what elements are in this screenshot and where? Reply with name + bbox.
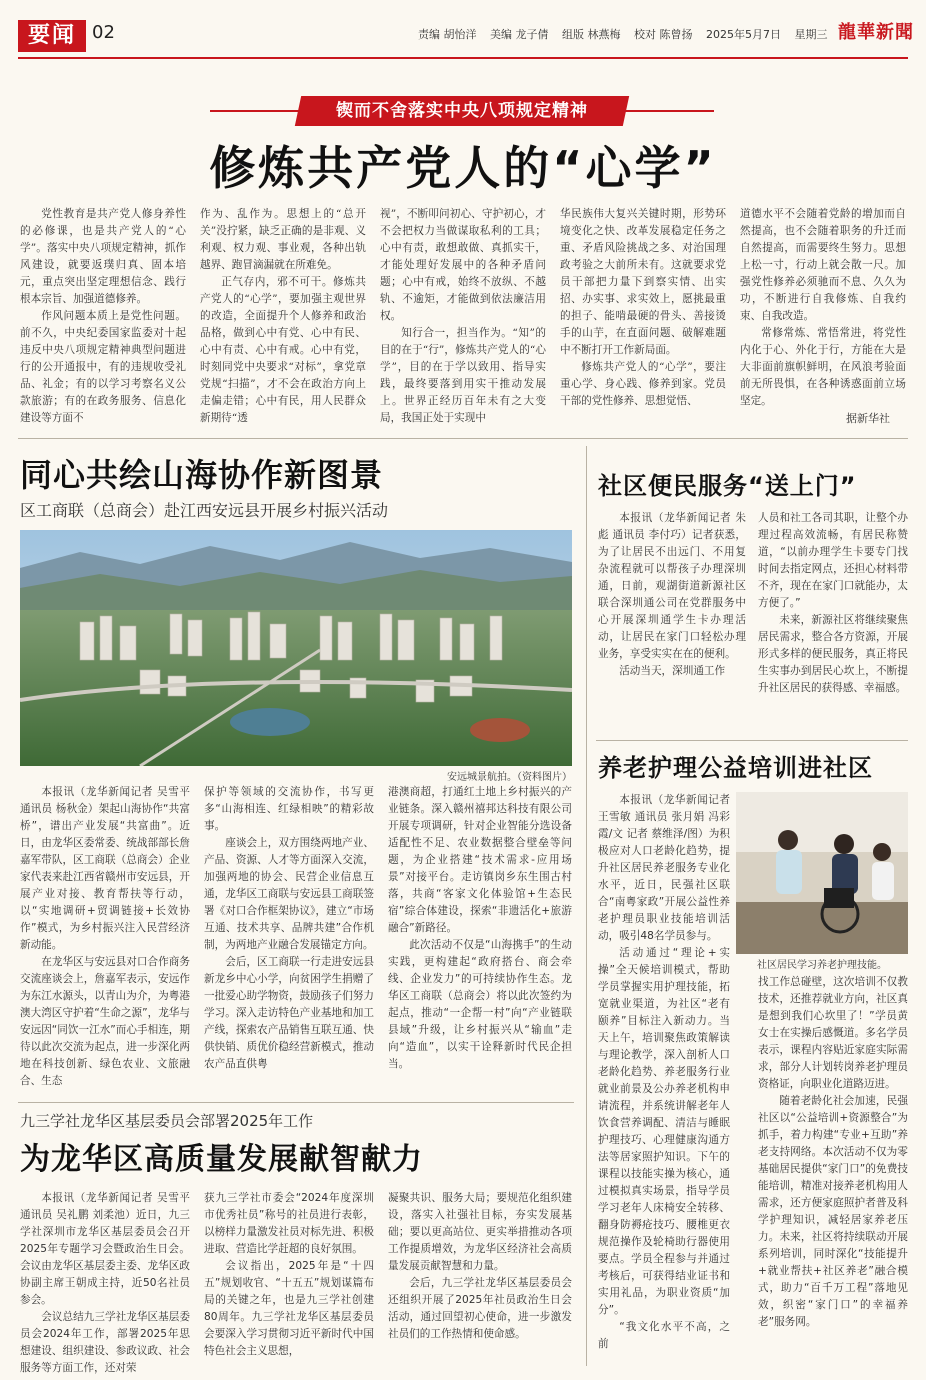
story4-headline: 养老护理公益培训进社区 (598, 754, 873, 782)
paragraph: 座谈会上，双方围绕两地产业、产品、资源、人才等方面深入交流，加强两地的协会、民营企业信息互通，龙华区工商联与安远县工商联签署《对口合作框架协议》，建立“市场互通、技术共享、品牌共建”合作机制，为两地产业融合发展锚定方向。 (204, 837, 374, 951)
story3-headline: 社区便民服务“送上门” (598, 472, 857, 500)
page-credits (418, 26, 838, 42)
story4-column-2 (758, 974, 908, 1331)
paragraph: 知行合一，担当作为。“知”的目的在于“行”，修炼共产党人的“心学”，目的在于学以致用、指导实践，最终要落到用实干推动发展上。世界正经历百年未有之大变局，我国正处于实现中 (380, 327, 546, 424)
paragraph: 会后，区工商联一行走进安远县新龙乡中心小学，向贫困学生捐赠了一批爱心助学物资，鼓励孩子们努力学习。深入走访特色产业基地和加工产线，探索农产品销售互联互通、快供快销、质优价稳经营新模式，推动农产品直供粤 (204, 956, 374, 1070)
lead-column-1 (20, 206, 186, 427)
story4-caption: 社区居民学习养老护理技能。 (757, 960, 887, 971)
lead-column-5 (740, 206, 906, 410)
paragraph: 找工作总碰壁，这次培训不仅教技术，还推荐就业方向，社区真是想到我们心坎里了！”学员黄女士在实操后感慨道。多名学员表示，课程内容贴近家庭实际需求，部分人计划转岗养老护理员资格证，向职业化道路迈进。 (758, 976, 908, 1090)
paragraph: 本报讯（龙华新闻记者 吴雪平 通讯员 吴礼鹏 刘柔池）近日，九三学社深圳市龙华区基层委员会召开2025年专题学习会暨政治生日会。会议由龙华区基层委主委、龙华区政协副主席王朝成主持，近50名社员参会。 (20, 1192, 190, 1306)
banner-line-right (624, 110, 714, 112)
credit-art: 美编 龙子倩 (490, 28, 549, 41)
lead-column-3 (380, 206, 546, 427)
story1-headline: 同心共绘山海协作新图景 (20, 456, 384, 494)
paragraph: 作风问题本质上是党性问题。前不久，中央纪委国家监委对十起违反中央八项规定精神典型问题进行的公开通报中，有的违规收受礼品、礼金；有的以学习考察名义公款旅游；有的在政务服务、信息化建设等方面不 (20, 310, 186, 424)
section-tag: 要闻 (18, 20, 86, 52)
paragraph: 常修常炼、常悟常进，将党性内化于心、外化于行，方能在大是大非面前旗帜鲜明，在风浪考验面前无所畏惧，在各种诱惑面前立场坚定。 (740, 327, 906, 407)
aerial-city-image (20, 530, 572, 766)
story1-column-3 (388, 784, 572, 1073)
story1-subheadline: 区工商联（总商会）赴江西安远县开展乡村振兴活动 (20, 501, 389, 520)
lead-headline: 修炼共产党人的“心学” (209, 141, 717, 195)
newspaper-logo: 龍華新聞 (838, 22, 914, 43)
issue-weekday: 星期三 (794, 28, 828, 41)
story2-kicker: 九三学社龙华区基层委员会部署2025年工作 (20, 1112, 314, 1130)
credit-proof: 校对 陈曾扬 (634, 28, 693, 41)
paragraph: 正气存内，邪不可干。修炼共产党人的“心学”，要加强主观世界的改造，全面提升个人修养和政治品格，做到心中有党、心中有民、心中有责、心中有戒。心中有党，时刻同党中央要求“对标”，拿党章党规“扫描”，才不会在政治方向上走偏走错；心中有民，用人民群众新期待“透 (200, 276, 366, 424)
header-rule (18, 57, 908, 59)
paragraph: “我文化水平不高，之前 (598, 1321, 730, 1350)
story1-column-1 (20, 784, 190, 1090)
paragraph: 获九三学社市委会“2024年度深圳市优秀社员”称号的社员进行表彰，以榜样力量激发社员对标先进、积极进取、营造比学赶超的良好氛围。 (204, 1192, 374, 1255)
paragraph: 道德水平不会随着党龄的增加而自然提高，也不会随着职务的升迁而自然提高，而需要终生努力。思想上松一寸，行动上就会散一尺。加强党性修养必须驰而不息、久久为功，不断进行自我修炼、自我约束、自我改造。 (740, 208, 906, 322)
credit-layout: 组版 林燕梅 (562, 28, 621, 41)
paragraph: 活动当天，深圳通工作 (619, 665, 726, 677)
story2-headline: 为龙华区高质量发展献智献力 (20, 1142, 423, 1177)
banner-line-left (210, 110, 300, 112)
section-divider (596, 740, 908, 741)
issue-date: 2025年5月7日 (706, 28, 781, 41)
paragraph: 华民族伟大复兴关键时期，形势环境变化之快、改革发展稳定任务之重、矛盾风险挑战之多、对治国理政考验之大前所未有。这就要求党员干部把力量下到察实情、出实招、办实事、求实效上，愿挑最重的担子、能啃最硬的骨头、善接烫手的山芋，在直面问题、破解难题中不断打开工作新局面。 (560, 208, 726, 356)
paragraph: 未来，新源社区将继续聚焦居民需求，整合各方资源，开展形式多样的便民服务，真正将民生实事办到居民心坎上，不断提升社区居民的获得感、幸福感。 (758, 614, 908, 694)
paragraph: 视”，不断叩问初心、守护初心，才不会把权力当做谋取私利的工具；心中有责，敢想敢做、真抓实干，才能处理好发展中的各种矛盾问题；心中有戒，始终不放纵、不越轨、不逾矩，才能做到依法廉洁用权。 (380, 208, 546, 322)
paragraph: 活动通过“理论+实操”全天候培训模式，帮助学员掌握实用护理技能，拓宽就业渠道，为社区“老有颐养”目标注入新动力。当天上午，培训聚焦政策解读与理论教学，深入剖析人口老龄化趋势、养老服务行业就业前景及公办养老机构申请流程，并系统讲解老年人饮食营养调配、清洁与睡眠护理技巧、心理健康沟通方法等居家照护知识。下午的课程以技能实操为核心，通过模拟真实场景，指导学员学习老年人床椅安全转移、翻身防褥疮技巧、腰椎更衣规范操作及轮椅助行器使用要点。学员全程参与并通过考核后，可获得结业证书和实用礼品，为职业资质“加分”。 (598, 947, 730, 1316)
section-divider (18, 1102, 574, 1103)
lead-source: 据新华社 (846, 412, 890, 425)
story1-caption: 安远城景航拍。（资料图片） (447, 772, 572, 783)
credit-editor: 责编 胡怡洋 (418, 28, 477, 41)
paragraph: 本报讯（龙华新闻记者 朱彪 通讯员 李付巧）记者获悉，为了让居民不出远门、不用复杂流程就可以帮孩子办理深圳通，日前，观湖街道新源社区联合深圳通公司在党群服务中心开展深圳通学生卡办理活动，让居民在家门口轻松办理业务，享受实实在在的便利。 (598, 512, 746, 660)
paragraph: 保护等领域的交流协作，书写更多“山海相连、红绿相映”的精彩故事。 (204, 786, 374, 832)
story3-column-1 (598, 510, 746, 680)
paragraph: 会后，九三学社龙华区基层委员会还组织开展了2025年社员政治生日会活动，通过回望初心使命，进一步激发社员们的工作热情和使命感。 (388, 1277, 572, 1340)
column-divider (586, 446, 587, 1366)
column-banner-text: 锲而不舍落实中央八项规定精神 (336, 101, 588, 121)
page-number: 02 (92, 22, 115, 43)
paragraph: 港澳商超，打通红土地上乡村振兴的产业链条。深入赣州禧邦达科技有限公司开展专项调研，针对企业智能分选设备适配性不足、农业数据整合壁垒等问题，为企业搭建“技术需求-应用场景”对接平台。走访镇岗乡东生围古村落，共商“客家文化体验馆+生态民宿”综合体建设，探索“非遗活化+旅游融合”新路径。 (388, 786, 572, 934)
paragraph: 作为、乱作为。思想上的“总开关”没拧紧，缺乏正确的是非观、义利观、权力观、事业观，各种出轨越界、跑冒滴漏就在所难免。 (200, 208, 366, 271)
paragraph: 党性教育是共产党人修身养性的必修课，也是共产党人的“心学”。落实中央八项规定精神，抓作风建设，就要返璞归真、固本培元，重点突出坚定理想信念、践行根本宗旨、加强道德修养。 (20, 208, 186, 305)
paragraph: 本报讯（龙华新闻记者 王雪敏 通讯员 张月娟 冯彩霞/文 记者 蔡维泽/图）为积极应对人口老龄化趋势，提升社区居民养老服务专业化水平，近日，民强社区联合“南粤家政”开展公益性养老护理员职业技能培训活动，吸引48名学员参与。 (598, 794, 730, 942)
paragraph: 在龙华区与安远县对口合作商务交流座谈会上，詹嘉军表示，安远作为东江水源头，以青山为介，为粤港澳大湾区守护着“生命之源”，龙华与安远因“同饮一江水”而心手相连，期待以此次交流为起点，进一步深化两地在科技创新、绿色农业、文旅融合、生态 (20, 956, 190, 1087)
paragraph: 本报讯（龙华新闻记者 吴雪平 通讯员 杨秋金）架起山海协作“共富桥”，谱出产业发展“共富曲”。近日，由龙华区委常委、统战部部长詹嘉军带队，区工商联（总商会）企业家代表来赴江西省赣州市安远县，开展产业对接、教育帮扶等行动，以“实地调研+贸调链接+长效协作”模式，为乡村振兴注入民营经济新动能。 (20, 786, 190, 951)
lead-column-2 (200, 206, 366, 427)
training-photo-image (736, 792, 908, 954)
paragraph: 修炼共产党人的“心学”，要注重心学、身心践、修养到家。党员干部的党性修养、思想觉悟、 (560, 361, 726, 407)
paragraph: 凝聚共识、服务大局；要规范化组织建设，落实入社强社目标，夯实发展基础；要以更高站位、更实举措推动各项工作提质增效，为龙华区经济社会高质量发展贡献智慧和力量。 (388, 1192, 572, 1272)
story4-photo (736, 792, 908, 954)
story1-photo (20, 530, 572, 766)
lead-column-4 (560, 206, 726, 410)
story2-column-3 (388, 1190, 572, 1343)
paragraph: 会议指出，2025年是“十四五”规划收官、“十五五”规划谋篇布局的关键之年，也是九三学社创建80周年。九三学社龙华区基层委员会要深入学习贯彻习近平新时代中国特色社会主义思想， (204, 1260, 374, 1357)
section-divider (18, 438, 908, 439)
story4-column-1 (598, 792, 730, 1353)
story1-column-2 (204, 784, 374, 1073)
story2-column-2 (204, 1190, 374, 1360)
story3-column-2 (758, 510, 908, 697)
paragraph: 随着老龄化社会加速，民强社区以“公益培训+资源整合”为抓手，着力构建“专业+互助”养老支持网络。本次活动不仅为零基础居民提供“家门口”的免费技能培训，精准对接养老机构用人需求，还方便家庭照护者普及科学护理知识，减轻居家养老压力。未来，社区将持续联动开展系列培训，同时深化“技能提升+就业帮扶+社区养老”融合模式，助力“百千万工程”落地见效，织密“家门口”的幸福养老”服务网。 (758, 1095, 908, 1328)
paragraph: 会议总结九三学社龙华区基层委员会2024年工作，部署2025年思想建设、组织建设、参政议政、社会服务等方面工作，还对荣 (20, 1311, 190, 1374)
paragraph: 此次活动不仅是“山海携手”的生动实践，更构建起“政府搭台、商会牵线、企业发力”的可持续协作生态。龙华区工商联（总商会）将以此次签约为起点，推动“一企帮一村”向“产业链联县域”升级，让乡村振兴从“输血”走向“造血”，以实干诠释新时代民企担当。 (388, 939, 572, 1070)
story2-column-1 (20, 1190, 190, 1377)
paragraph: 人员和社工各司其职，让整个办理过程高效流畅，有居民称赞道，“以前办理学生卡要专门找时间去指定网点，还担心材料带不齐，现在在家门口就能办，太方便了。” (758, 512, 908, 609)
column-banner (295, 96, 629, 126)
